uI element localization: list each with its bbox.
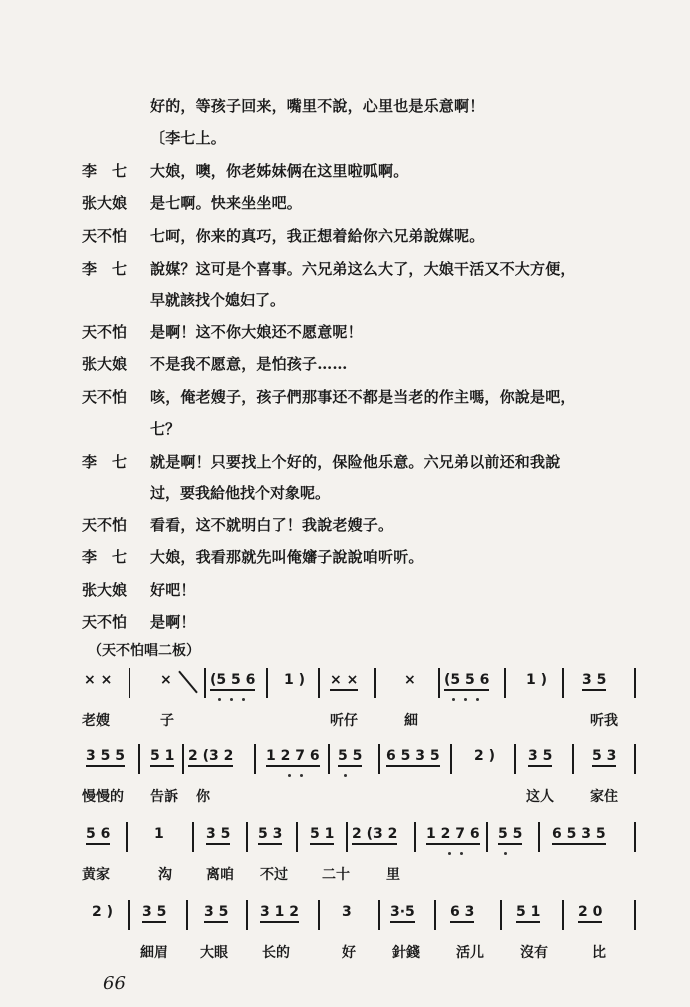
score-note: 5 1 xyxy=(310,826,334,845)
score-note: × xyxy=(160,672,172,688)
bar-line xyxy=(186,900,188,930)
bar-line xyxy=(346,822,348,852)
score-note: 6 5 3 5 xyxy=(552,826,606,845)
lyric: 告訴 xyxy=(150,789,178,805)
score-note: 3 1 2 xyxy=(260,904,299,923)
dialogue-line-5: 說媒？这可是个喜事。六兄弟这么大了，大娘干活又不大方便， xyxy=(150,260,576,278)
bar-line xyxy=(634,668,636,698)
lyric: 听我 xyxy=(590,713,618,729)
bar-line xyxy=(414,822,416,852)
octave-dot xyxy=(218,698,221,701)
lyric: 老嫂 xyxy=(82,713,110,729)
score-note: 5 3 xyxy=(258,826,282,845)
score-note: 1 ) xyxy=(526,672,548,688)
octave-dot xyxy=(464,698,467,701)
score-note: 3 5 5 xyxy=(86,748,125,767)
bar-line xyxy=(246,900,248,930)
score-note: 2 0 xyxy=(578,904,602,923)
bar-line xyxy=(634,900,636,930)
bar-line xyxy=(182,744,184,774)
score-note: 5 1 xyxy=(150,748,174,767)
speaker-label: 天不怕 xyxy=(82,388,128,406)
singing-note: （天不怕唱二板） xyxy=(88,643,200,659)
speaker-label: 天不怕 xyxy=(82,516,128,534)
page-number: 66 xyxy=(103,973,126,994)
bar-line xyxy=(562,900,564,930)
score-note: 5 6 xyxy=(86,826,110,845)
lyric: 听仔 xyxy=(330,713,358,729)
dialogue-line-5-cont: 早就該找个媳妇了。 xyxy=(150,291,286,309)
lyric: 不过 xyxy=(260,867,288,883)
dialogue-line-0: 好的，等孩子回来，嘴里不說，心里也是乐意啊！ xyxy=(150,97,485,115)
bar-line xyxy=(486,822,488,852)
speaker-label: 天不怕 xyxy=(82,613,128,631)
score-note: 3 5 xyxy=(142,904,166,923)
score-note: × × xyxy=(84,672,113,688)
score-note: 2 ) xyxy=(474,748,496,764)
score-note: 1 2 7 6 xyxy=(426,826,480,845)
speaker-label: 李 七 xyxy=(82,162,128,180)
dialogue-line-8: 咳，俺老嫂子，孩子們那事还不都是当老的作主嗎，你說是吧， xyxy=(150,388,576,406)
bar-line xyxy=(138,744,140,774)
lyric: 細眉 xyxy=(140,945,168,961)
lyric: 子 xyxy=(160,713,174,729)
dialogue-line-9-cont: 过，要我給他找个对象呢。 xyxy=(150,484,331,502)
lyric: 长的 xyxy=(262,945,290,961)
score-note: (5 5 6 xyxy=(210,672,255,691)
lyric: 慢慢的 xyxy=(82,789,124,805)
octave-dot xyxy=(230,698,233,701)
bar-line xyxy=(438,668,440,698)
score-note: 5 1 xyxy=(516,904,540,923)
bar-line xyxy=(128,900,130,930)
score-note: 2 (3 2 xyxy=(188,748,233,767)
dialogue-line-2: 大娘，噢，你老姊妹俩在这里啦呱啊。 xyxy=(150,162,409,180)
bar-line xyxy=(500,900,502,930)
bar-line xyxy=(126,822,128,852)
bar-line xyxy=(504,668,506,698)
bar-line xyxy=(634,822,636,852)
dialogue-line-4: 七呵，你来的真巧，我正想着給你六兄弟說媒呢。 xyxy=(150,227,485,245)
score-note: 5 5 xyxy=(498,826,522,845)
lyric: 离咱 xyxy=(206,867,234,883)
dialogue-line-6: 是啊！这不你大娘还不愿意呢！ xyxy=(150,323,363,341)
bar-line xyxy=(204,668,206,698)
bar-line xyxy=(634,744,636,774)
dialogue-line-12: 好吧！ xyxy=(150,581,196,599)
octave-dot xyxy=(460,852,463,855)
lyric: 二十 xyxy=(322,867,350,883)
bar-line xyxy=(562,668,564,698)
score-note: 3 5 xyxy=(582,672,606,691)
score-note: 3 5 xyxy=(206,826,230,845)
dialogue-line-13: 是啊！ xyxy=(150,613,196,631)
dialogue-line-10: 看看，这不就明白了！我說老嫂子。 xyxy=(150,516,394,534)
dialogue-line-3: 是七啊。快来坐坐吧。 xyxy=(150,194,303,212)
speaker-label: 天不怕 xyxy=(82,227,128,245)
dialogue-line-9: 就是啊！只要找上个好的，保险他乐意。六兄弟以前还和我說 xyxy=(150,453,561,471)
octave-dot xyxy=(288,774,291,777)
bar-line xyxy=(129,668,130,698)
speaker-label: 李 七 xyxy=(82,548,128,566)
bar-line xyxy=(378,900,380,930)
lyric: 你 xyxy=(196,789,210,805)
lyric: 里 xyxy=(386,867,400,883)
score-note: × xyxy=(404,672,416,688)
bar-line xyxy=(318,668,320,698)
lyric: 活儿 xyxy=(456,945,484,961)
lyric: 沟 xyxy=(158,867,172,883)
score-note: (5 5 6 xyxy=(444,672,489,691)
bar-line xyxy=(374,668,376,698)
score-note: 3 5 xyxy=(528,748,552,767)
octave-dot xyxy=(476,698,479,701)
score-note: 5 5 xyxy=(338,748,362,767)
octave-dot xyxy=(300,774,303,777)
bar-line xyxy=(266,668,268,698)
bar-line xyxy=(246,822,248,852)
bar-line xyxy=(192,822,194,852)
score-note: 3 5 xyxy=(204,904,228,923)
lyric: 針錢 xyxy=(392,945,420,961)
lyric: 大眼 xyxy=(200,945,228,961)
score-note: 1 xyxy=(154,826,164,842)
slur-mark xyxy=(178,671,198,694)
bar-line xyxy=(378,744,380,774)
score-note: 6 5 3 5 xyxy=(386,748,440,767)
lyric: 比 xyxy=(592,945,606,961)
bar-line xyxy=(450,744,452,774)
score-note: 5 3 xyxy=(592,748,616,767)
dialogue-line-8-cont: 七？ xyxy=(150,420,181,438)
score-note: 2 ) xyxy=(92,904,114,920)
octave-dot xyxy=(504,852,507,855)
lyric: 家住 xyxy=(590,789,618,805)
score-note: 2 (3 2 xyxy=(352,826,397,845)
score-note: 1 ) xyxy=(284,672,306,688)
lyric: 好 xyxy=(342,945,356,961)
lyric: 細 xyxy=(404,713,418,729)
dialogue-line-7: 不是我不愿意，是怕孩子…… xyxy=(150,355,348,373)
speaker-label: 张大娘 xyxy=(82,581,128,599)
bar-line xyxy=(254,744,256,774)
octave-dot xyxy=(242,698,245,701)
speaker-label: 张大娘 xyxy=(82,355,128,373)
dialogue-line-11: 大娘，我看那就先叫俺嬸子說說咱听听。 xyxy=(150,548,424,566)
score-note: × × xyxy=(330,672,358,691)
stage-direction: 〔李七上。 xyxy=(150,129,227,147)
bar-line xyxy=(572,744,574,774)
bar-line xyxy=(296,822,298,852)
speaker-label: 李 七 xyxy=(82,453,128,471)
octave-dot xyxy=(344,774,347,777)
bar-line xyxy=(434,900,436,930)
lyric: 这人 xyxy=(526,789,554,805)
octave-dot xyxy=(448,852,451,855)
bar-line xyxy=(328,744,330,774)
speaker-label: 李 七 xyxy=(82,260,128,278)
speaker-label: 天不怕 xyxy=(82,323,128,341)
score-note: 1 2 7 6 xyxy=(266,748,320,767)
octave-dot xyxy=(452,698,455,701)
score-note: 3 xyxy=(342,904,352,920)
lyric: 黄家 xyxy=(82,867,110,883)
bar-line xyxy=(318,900,320,930)
score-note: 6 3 xyxy=(450,904,474,923)
lyric: 沒有 xyxy=(520,945,548,961)
bar-line xyxy=(514,744,516,774)
score-note: 3·5 xyxy=(390,904,415,923)
bar-line xyxy=(538,822,540,852)
speaker-label: 张大娘 xyxy=(82,194,128,212)
